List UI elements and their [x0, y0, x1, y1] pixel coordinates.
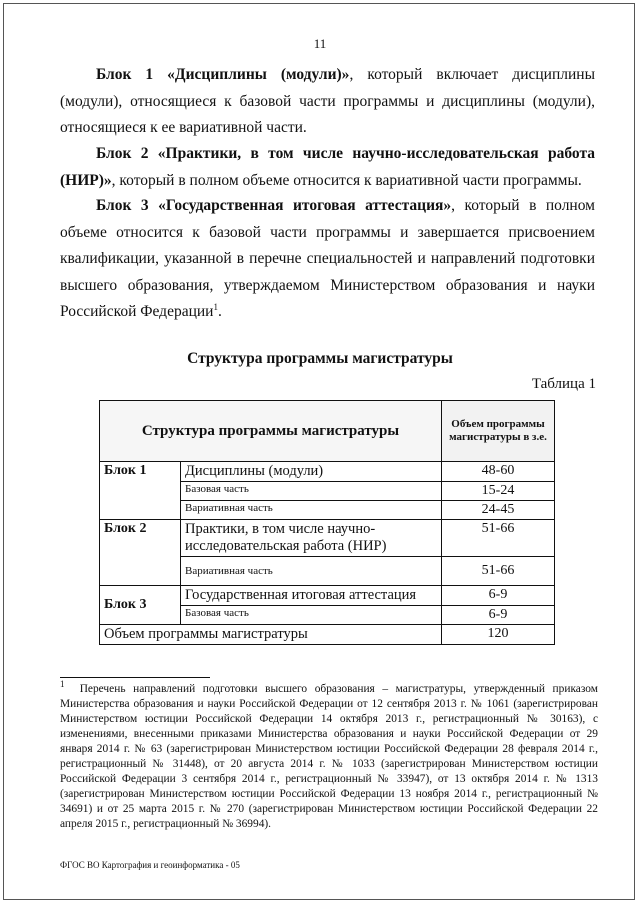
- block2-text: , который в полном объеме относится к вариативной части программы.: [111, 171, 582, 189]
- total-value: 120: [442, 625, 555, 645]
- block3-text: , который в полном объеме относится к базовой части программы и завершается присвоением квалификации, указанной в перечне специальностей и направлений подготовки высшего образования, утверждаемом Министерством образования и науки Российской Федерации: [60, 197, 595, 320]
- total-label: Объем программы магистратуры: [100, 625, 442, 645]
- table-row: [100, 462, 555, 482]
- block3-heading: Блок 3 «Государственная итоговая аттестация»: [96, 197, 452, 214]
- block2-main-name: Практики, в том числе научно-исследовательская работа (НИР): [181, 520, 442, 557]
- footnote: [60, 679, 598, 832]
- structure-table: [99, 400, 555, 645]
- block2-main-value: 51-66: [442, 520, 555, 557]
- block1-main-value: 48-60: [442, 462, 555, 482]
- block1-var-name: Вариативная часть: [181, 501, 442, 520]
- block1-base-value: 15-24: [442, 482, 555, 501]
- paragraph-block1: [60, 62, 595, 142]
- paragraph-block3: [60, 193, 595, 326]
- table-row: [100, 586, 555, 606]
- block2-var-value: 51-66: [442, 557, 555, 586]
- block1-text: , который включает дисциплины (модули), относящиеся к базовой части программы и дисциплины (модули), относящиеся к ее вариативной части.: [60, 66, 595, 136]
- block1-label: Блок 1: [100, 462, 181, 520]
- block3-base-name: Базовая часть: [181, 606, 442, 625]
- block3-main-value: 6-9: [442, 586, 555, 606]
- block1-var-value: 24-45: [442, 501, 555, 520]
- table-title: Структура программы магистратуры: [187, 350, 453, 367]
- page-footer: ФГОС ВО Картография и геоинформатика - 05: [60, 860, 240, 870]
- block3-main-name: Государственная итоговая аттестация: [181, 586, 442, 606]
- footnote-text: Перечень направлений подготовки высшего образования – магистратуры, утвержденный приказом Министерства образования и науки Российской Федерации от 12 сентября 2013 г. № 1061 (зарегистрирован Министерством юстиции Российской Федерации 14 октября 2013 г., регистрационный № 30163), с изменениями, внесенными приказами Министерства образования и науки Российской Федерации от 29 января 2014 г. № 63 (зарегистрирован Министерством юстиции Российской Федерации 28 февраля 2014 г., регистрационный № 31448), от 20 августа 2014 г. № 1033 (зарегистрирован Министерством юстиции Российской Федерации 3 сентября 2014 г., регистрационный № 33947), от 13 октября 2014 г. № 1313 (зарегистрирован Министерством юстиции Российской Федерации 13 ноября 2014 г., регистрационный № 34691) и от 25 марта 2015 г. № 270 (зарегистрирован Министерством юстиции Российской Федерации 22 апреля 2015 г., регистрационный № 36994).: [60, 683, 598, 830]
- header-volume: Объем программы магистратуры в з.е.: [442, 401, 555, 462]
- block1-base-name: Базовая часть: [181, 482, 442, 501]
- block1-heading: Блок 1 «Дисциплины (модули)»: [96, 66, 350, 83]
- footnote-ref: 1: [213, 301, 218, 312]
- block2-var-name: Вариативная часть: [181, 557, 442, 586]
- block2-label: Блок 2: [100, 520, 181, 586]
- footnote-mark: 1: [60, 679, 65, 690]
- table-caption: Таблица 1: [531, 376, 596, 392]
- table-total-row: [100, 625, 555, 645]
- block3-end: .: [217, 303, 222, 320]
- table-header-row: [100, 401, 555, 462]
- header-structure: Структура программы магистратуры: [100, 401, 442, 462]
- page-number: 11: [313, 36, 327, 51]
- block1-main-name: Дисциплины (модули): [181, 462, 442, 482]
- block2-heading: Блок 2 «Практики, в том числе научно-исследовательская работа (НИР)»: [60, 145, 595, 189]
- block3-base-value: 6-9: [442, 606, 555, 625]
- paragraph-block2: [60, 141, 595, 194]
- block3-label: Блок 3: [100, 586, 181, 625]
- table-row: [100, 520, 555, 557]
- footnote-separator: [60, 677, 210, 678]
